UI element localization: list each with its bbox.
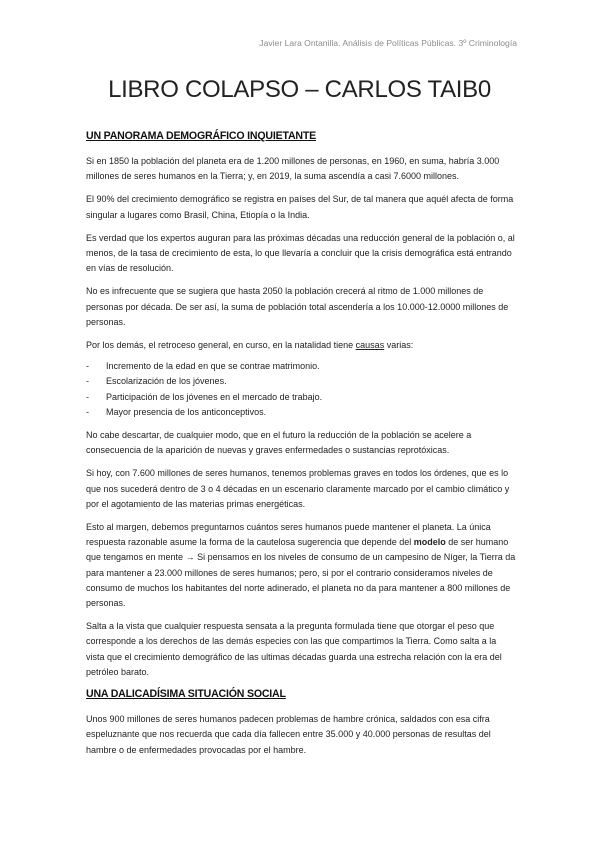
paragraph: No cabe descartar, de cualquier modo, que en el futuro la reducción de la población se acelere a consecuencia de la aparición de nuevas y graves enfermedades o sustancias reprotóxicas. bbox=[86, 430, 472, 456]
paragraph: Unos 900 millones de seres humanos padecen problemas de hambre crónica, saldados con esa cifra espeluznante que nos recuerda que cada día fallecen entre 35.000 y 40.000 personas de resultas del hambre o de enfermedades provocadas por el hambre. bbox=[86, 714, 491, 755]
document-title: LIBRO COLAPSO – CARLOS TAIB0 bbox=[108, 76, 491, 103]
list-item bbox=[86, 390, 516, 405]
section-heading-social: UNA DALICADÍSIMA SITUACIÓN SOCIAL bbox=[86, 688, 286, 701]
paragraph-causes bbox=[86, 338, 516, 353]
bold-word: modelo bbox=[413, 537, 446, 548]
paragraph: Si hoy, con 7.600 millones de seres humanos, tenemos problemas graves en todos los órdenes, que es lo que nos sucederá dentro de 3 o 4 décadas en un escenario claramente marcado por el cambio climático y por el agotamiento de las materias primas energéticas. bbox=[86, 468, 510, 509]
list-item-text: Mayor presencia de los anticonceptivos. bbox=[106, 406, 267, 417]
list-item bbox=[86, 374, 516, 389]
paragraph: Es verdad que los expertos auguran para las próximas décadas una reducción general de la población o, al menos, de la tasa de crecimiento de esta, lo que llevaría a concluir que la crisis demográfica está entrando en vías de resolución. bbox=[86, 232, 515, 274]
section-heading-demographic: UN PANORAMA DEMOGRÁFICO INQUIETANTE bbox=[86, 130, 316, 142]
causes-list bbox=[86, 359, 516, 420]
paragraph: No es infrecuente que se sugiera que hasta 2050 la población crecerá al ritmo de 1.000 millones de personas por década. De ser así, la suma de población total ascendería a los 10.000-12.0000 millones de personas. bbox=[86, 286, 509, 327]
paragraph: Salta a la vista que cualquier respuesta sensata a la pregunta formulada tiene que otorgar el peso que corresponde a los derechos de las demás especies con las que compartimos la Tierra. Como salta a la vista que el crecimiento demográfico de las ultimas décadas guarda una estrecha relación con la era del petróleo barato. bbox=[86, 621, 502, 677]
list-item-text: Escolarización de los jóvenes. bbox=[106, 376, 227, 387]
bullet-dash: - bbox=[86, 391, 89, 402]
text-run: Por los demás, el retroceso general, en curso, en la natalidad tiene bbox=[86, 340, 356, 351]
document-body bbox=[86, 130, 516, 766]
list-item-text: Incremento de la edad en que se contrae matrimonio. bbox=[106, 361, 320, 372]
text-run: Esto al margen, debemos preguntarnos cuántos seres humanos puede mantener el planeta. La única respuesta razonable asume la forma de la cautelosa sugerencia que depende del bbox=[86, 522, 491, 548]
paragraph: El 90% del crecimiento demográfico se registra en países del Sur, de tal manera que aquél afecta de forma singular a lugares como Brasil, China, Etiopía o la India. bbox=[86, 194, 514, 220]
page-header: Javier Lara Ontanilla. Análisis de Políticas Públicas. 3º Criminología bbox=[259, 38, 517, 48]
underlined-word: causas bbox=[355, 340, 385, 351]
bullet-dash: - bbox=[86, 376, 89, 387]
bullet-dash: - bbox=[86, 406, 89, 417]
paragraph: Si en 1850 la población del planeta era de 1.200 millones de personas, en 1960, en suma, habría 3.000 millones de seres humanos en la Tierra; y, en 2019, la suma ascendía a casi 7.6000 millones. bbox=[86, 156, 500, 182]
list-item-text: Participación de los jóvenes en el mercado de trabajo. bbox=[106, 391, 323, 402]
text-run: de ser humano que tengamos en mente → Si pensamos en los niveles de consumo de un campesino de Níger, la Tierra da para mantener a 23.000 millones de seres humanos; pero, si por el contrario consideramos niveles de consumo de muchos los habitantes del norte adinerado, el planeta no da para mantener a 800 millones de personas. bbox=[86, 537, 516, 609]
text-run: varias: bbox=[384, 340, 414, 351]
bullet-dash: - bbox=[86, 361, 89, 372]
list-item bbox=[86, 405, 516, 420]
paragraph-model bbox=[86, 520, 516, 611]
list-item bbox=[86, 359, 516, 374]
